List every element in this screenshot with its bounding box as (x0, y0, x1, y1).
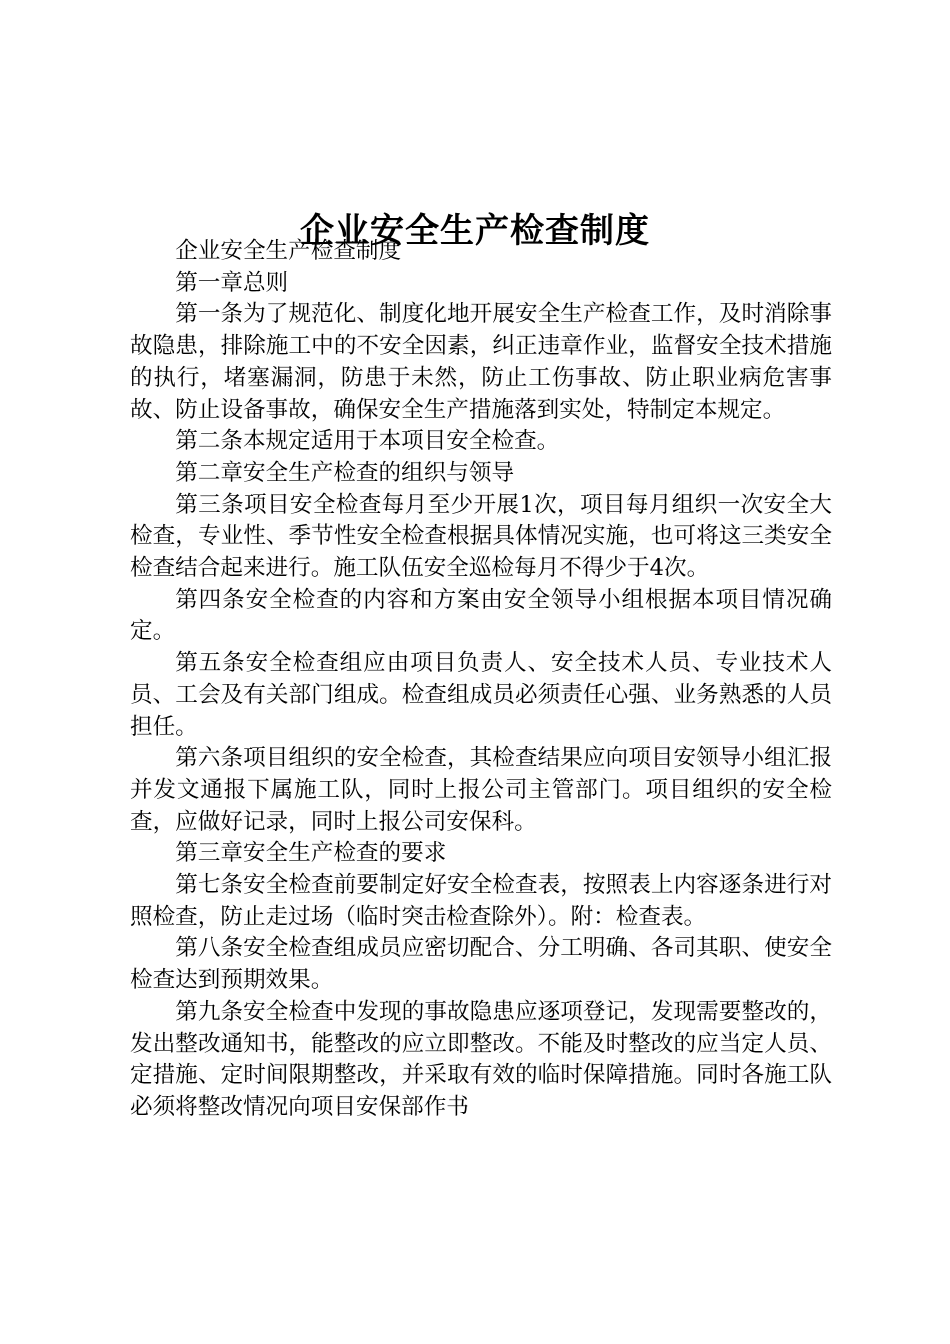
article-3: 第三条项目安全检查每月至少开展1次，项目每月组织一次安全大检查，专业性、季节性安全检查根据具体情况实施，也可将这三类安全检查结合起来进行。施工队伍安全巡检每月不得少于4次。 (130, 491, 832, 582)
paragraph-heading: 企业安全生产检查制度 (175, 238, 402, 264)
document-title: 企业安全生产检查制度 (300, 210, 650, 251)
article-1: 第一条为了规范化、制度化地开展安全生产检查工作，及时消除事故隐患，排除施工中的不安全因素，纠正违章作业，监督安全技术措施的执行，堵塞漏洞，防患于未然，防止工伤事故、防止职业病危害事故、防止设备事故，确保安全生产措施落到实处，特制定本规定。 (130, 301, 832, 423)
article-7: 第七条安全检查前要制定好安全检查表，按照表上内容逐条进行对照检查，防止走过场（临时突击检查除外）。附：检查表。 (130, 872, 832, 930)
chapter-heading-3: 第三章安全生产检查的要求 (175, 840, 447, 867)
article-5: 第五条安全检查组应由项目负责人、安全技术人员、专业技术人员、工会及有关部门组成。检查组成员必须责任心强、业务熟悉的人员担任。 (130, 650, 832, 740)
article-8: 第八条安全检查组成员应密切配合、分工明确、各司其职、使安全检查达到预期效果。 (130, 935, 832, 994)
article-6: 第六条项目组织的安全检查，其检查结果应向项目安领导小组汇报并发文通报下属施工队，同时上报公司主管部门。项目组织的安全检查，应做好记录，同时上报公司安保科。 (130, 745, 832, 835)
document-body (130, 236, 832, 1124)
chapter-heading-2: 第二章安全生产检查的组织与领导 (175, 459, 515, 486)
article-2: 第二条本规定适用于本项目安全检查。 (175, 428, 560, 455)
chapter-heading-1: 第一章总则 (175, 269, 289, 296)
article-9: 第九条安全检查中发现的事故隐患应逐项登记，发现需要整改的，发出整改通知书，能整改的应立即整改。不能及时整改的应当定人员、定措施、定时间限期整改，并采取有效的临时保障措施。同时各施工队必须将整改情况向项目安保部作书 (130, 998, 832, 1120)
article-4: 第四条安全检查的内容和方案由安全领导小组根据本项目情况确定。 (130, 586, 832, 645)
